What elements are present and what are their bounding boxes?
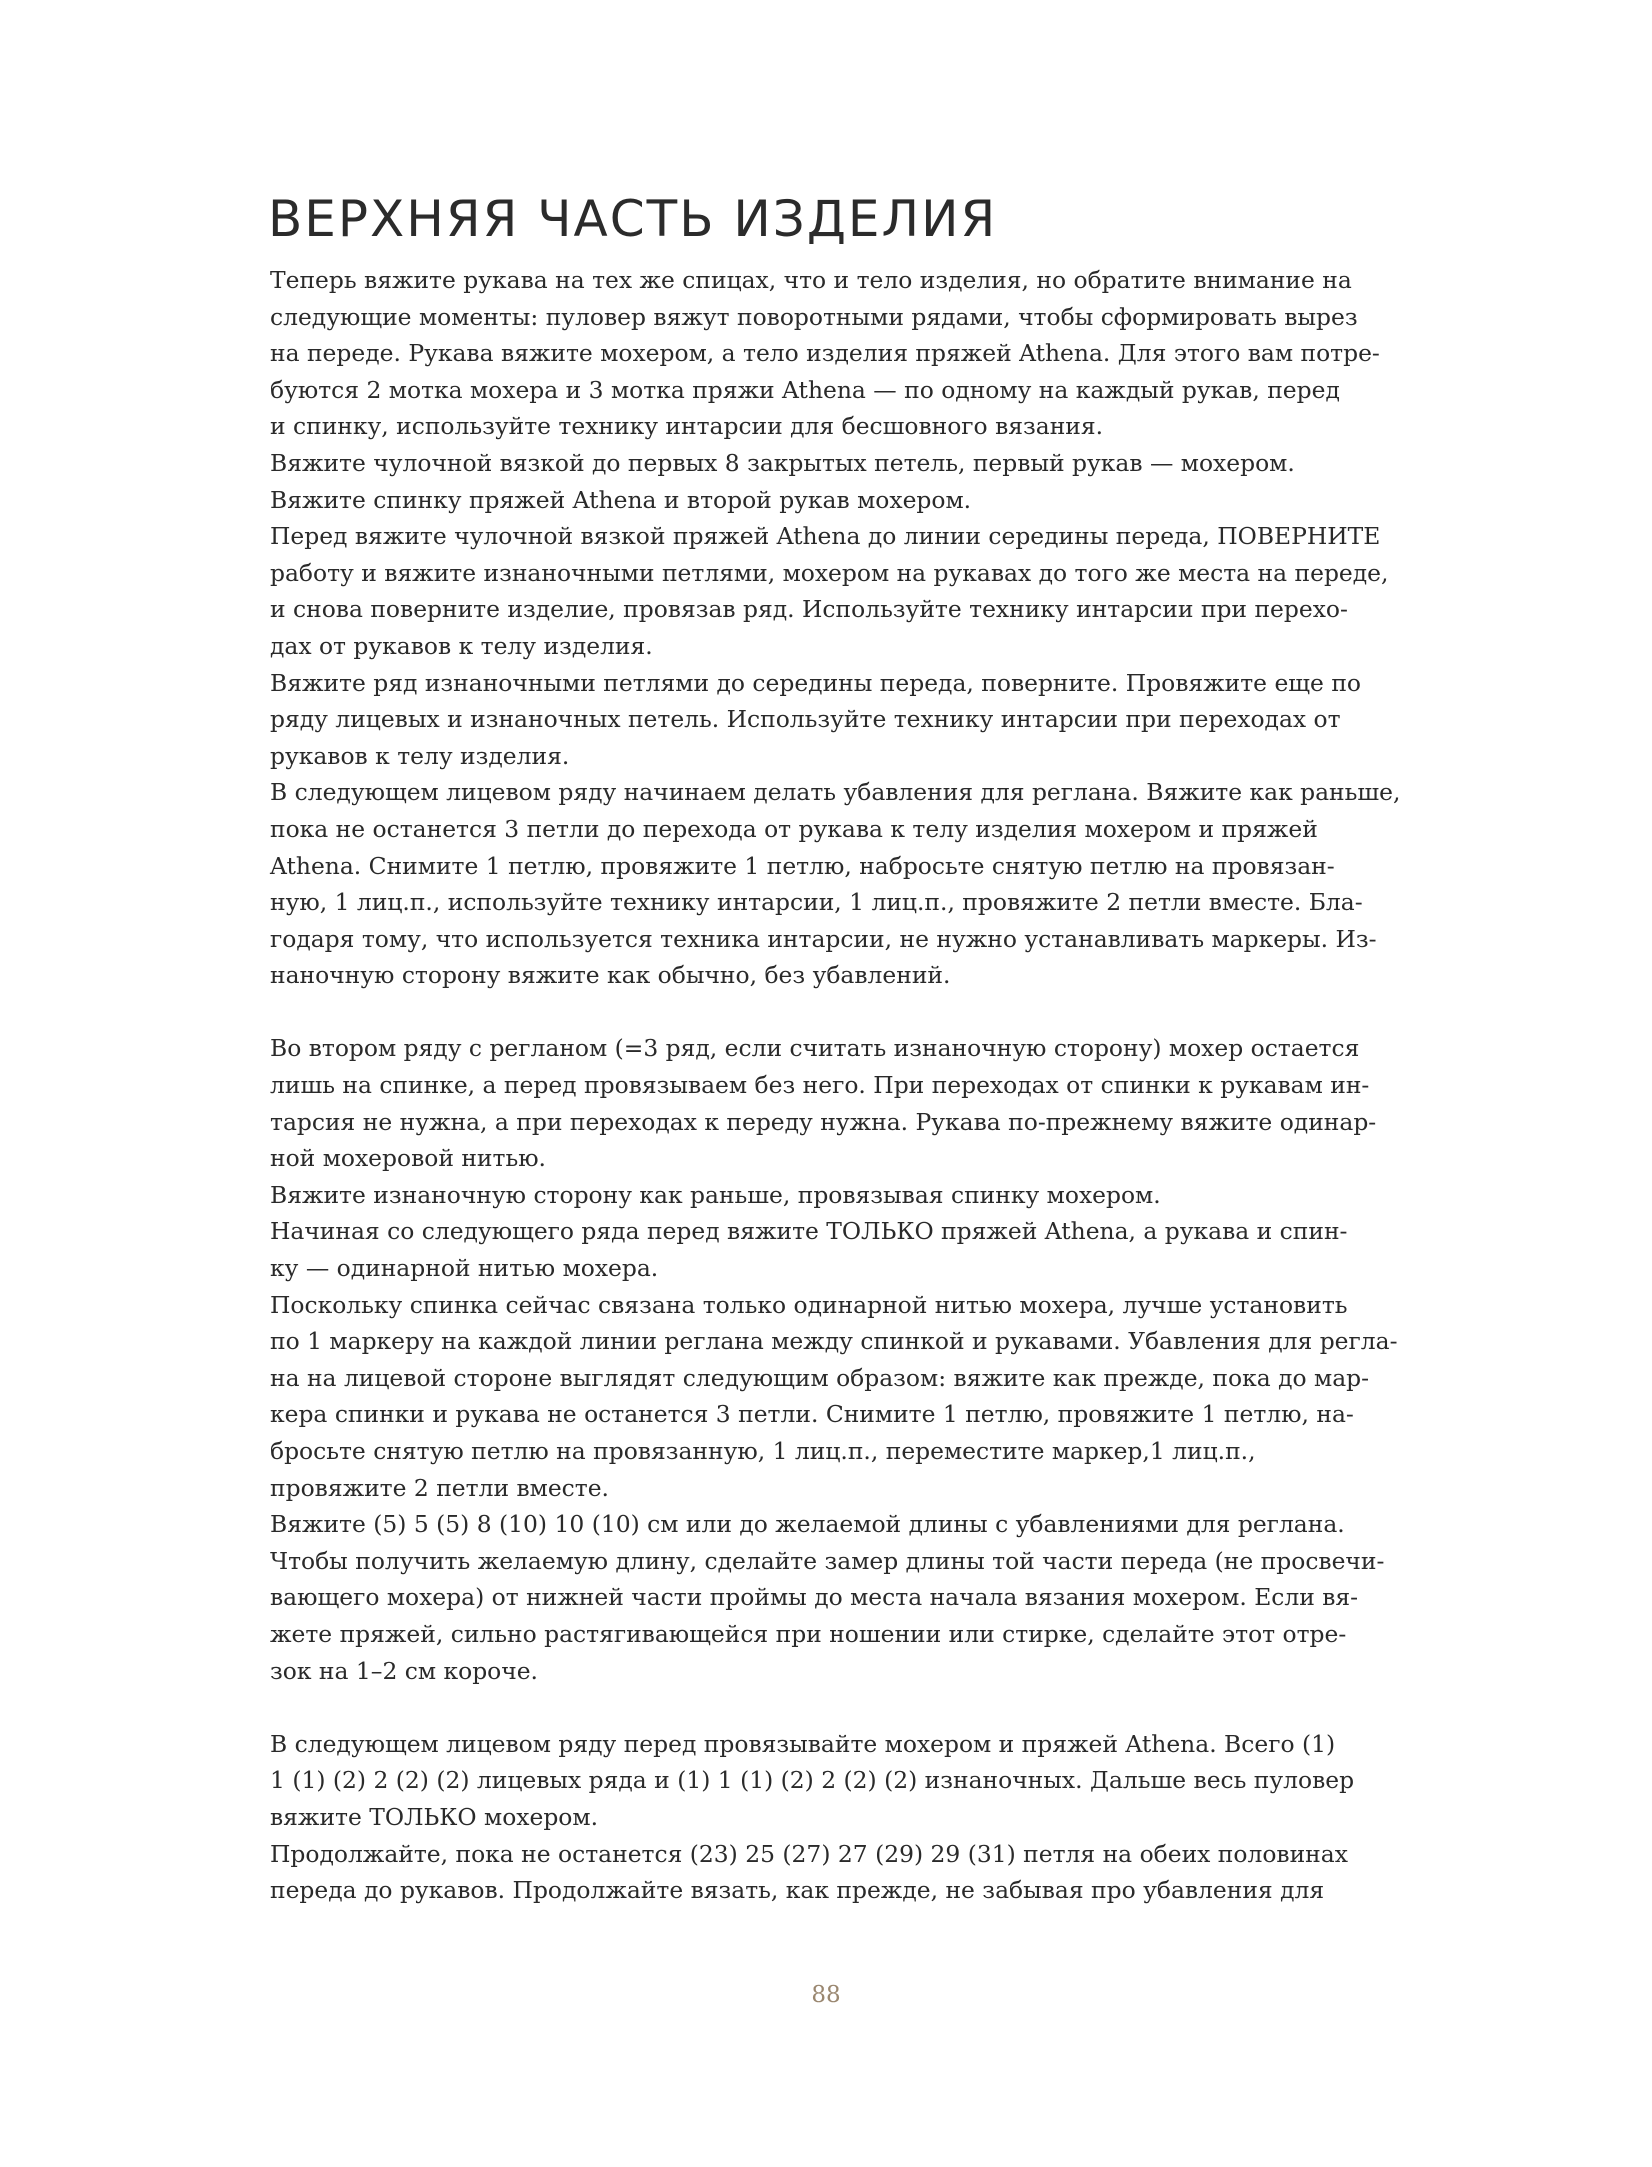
text-line: Вяжите спинку пряжей Athena и второй рукав мохером. <box>270 485 972 514</box>
text-line: Начиная со следующего ряда перед вяжите ТОЛЬКО пряжей Athena, а рукава и спин- <box>270 1217 1348 1246</box>
text-line: на на лицевой стороне выглядят следующим образом: вяжите как прежде, пока до мар- <box>270 1363 1370 1392</box>
text-line: и снова поверните изделие, провязав ряд. Используйте технику интарсии при перехо- <box>270 595 1348 624</box>
text-line: В следующем лицевом ряду начинаем делать убавления для реглана. Вяжите как раньше, <box>270 778 1401 807</box>
text-line: бросьте снятую петлю на провязанную, 1 лиц.п., переместите маркер,1 лиц.п., <box>270 1437 1256 1465</box>
text-line: годаря тому, что используется техника интарсии, не нужно устанавливать маркеры. Из- <box>270 924 1377 953</box>
text-line: наночную сторону вяжите как обычно, без убавлений. <box>270 961 951 990</box>
text-line: вающего мохера) от нижней части проймы до места начала вязания мохером. Если вя- <box>270 1583 1359 1612</box>
text-line: В следующем лицевом ряду перед провязывайте мохером и пряжей Athena. Всего (1) <box>270 1729 1336 1758</box>
text-line: вяжите ТОЛЬКО мохером. <box>270 1802 599 1831</box>
text-line: переда до рукавов. Продолжайте вязать, как прежде, не забывая про убавления для <box>270 1876 1325 1905</box>
text-line: ку — одинарной нитью мохера. <box>270 1254 659 1283</box>
text-line: Athena. Снимите 1 петлю, провяжите 1 петлю, набросьте снятую петлю на провязан- <box>270 851 1335 880</box>
section-heading: ВЕРХНЯЯ ЧАСТЬ ИЗДЕЛИЯ <box>268 190 998 248</box>
text-line: пока не останется 3 петли до перехода от рукава к телу изделия мохером и пряжей <box>270 814 1318 843</box>
text-line: зок на 1–2 см короче. <box>270 1656 538 1685</box>
text-line: дах от рукавов к телу изделия. <box>270 631 653 660</box>
paragraph-spacer <box>270 1689 1420 1726</box>
text-line: Вяжите изнаночную сторону как раньше, провязывая спинку мохером. <box>270 1180 1161 1209</box>
page-number: 88 <box>811 1982 841 2008</box>
text-line: ную, 1 лиц.п., используйте технику интарсии, 1 лиц.п., провяжите 2 петли вместе. Бла- <box>270 888 1363 917</box>
text-line: рукавов к телу изделия. <box>270 741 570 770</box>
text-line: буются 2 мотка мохера и 3 мотка пряжи Athena — по одному на каждый рукав, перед <box>270 375 1340 404</box>
text-line: кера спинки и рукава не останется 3 петли. Снимите 1 петлю, провяжите 1 петлю, на- <box>270 1400 1354 1429</box>
text-line: Теперь вяжите рукава на тех же спицах, что и тело изделия, но обратите внимание на <box>270 266 1352 294</box>
text-line: следующие моменты: пуловер вяжут поворотными рядами, чтобы сформировать вырез <box>270 302 1358 331</box>
text-line: Поскольку спинка сейчас связана только одинарной нитью мохера, лучше установить <box>270 1290 1348 1319</box>
text-line: ной мохеровой нитью. <box>270 1144 546 1173</box>
text-line: Во втором ряду с регланом (=3 ряд, если считать изнаночную сторону) мохер остается <box>270 1034 1360 1063</box>
text-line: жете пряжей, сильно растягивающейся при ношении или стирке, сделайте этот отре- <box>270 1619 1347 1648</box>
text-line: Чтобы получить желаемую длину, сделайте замер длины той части переда (не просвечи- <box>270 1546 1385 1575</box>
text-line: тарсия не нужна, а при переходах к переду нужна. Рукава по-прежнему вяжите одинар- <box>270 1107 1377 1136</box>
text-line: Продолжайте, пока не останется (23) 25 (27) 27 (29) 29 (31) петля на обеих половинах <box>270 1839 1348 1868</box>
text-line: Вяжите (5) 5 (5) 8 (10) 10 (10) см или до желаемой длины с убавлениями для реглана. <box>270 1510 1345 1539</box>
text-line: ряду лицевых и изнаночных петель. Используйте технику интарсии при переходах от <box>270 705 1341 734</box>
body-text <box>270 262 1420 1909</box>
text-line: на переде. Рукава вяжите мохером, а тело изделия пряжей Athena. Для этого вам потре- <box>270 339 1380 368</box>
text-line: по 1 маркеру на каждой линии реглана между спинкой и рукавами. Убавления для регла- <box>270 1327 1398 1356</box>
paragraph-spacer <box>270 994 1420 1031</box>
text-line: 1 (1) (2) 2 (2) (2) лицевых ряда и (1) 1 (1) (2) 2 (2) (2) изнаночных. Дальше весь пуловер <box>270 1766 1355 1795</box>
text-line: работу и вяжите изнаночными петлями, мохером на рукавах до того же места на переде, <box>270 558 1389 587</box>
text-line: лишь на спинке, а перед провязываем без него. При переходах от спинки к рукавам ин- <box>270 1071 1370 1100</box>
text-line: Вяжите чулочной вязкой до первых 8 закрытых петель, первый рукав — мохером. <box>270 448 1295 477</box>
text-line: Вяжите ряд изнаночными петлями до середины переда, поверните. Провяжите еще по <box>270 668 1361 697</box>
text-line: провяжите 2 петли вместе. <box>270 1473 609 1502</box>
text-line: Перед вяжите чулочной вязкой пряжей Athena до линии середины переда, ПОВЕРНИТЕ <box>270 522 1381 551</box>
text-line: и спинку, используйте технику интарсии для бесшовного вязания. <box>270 412 1104 441</box>
